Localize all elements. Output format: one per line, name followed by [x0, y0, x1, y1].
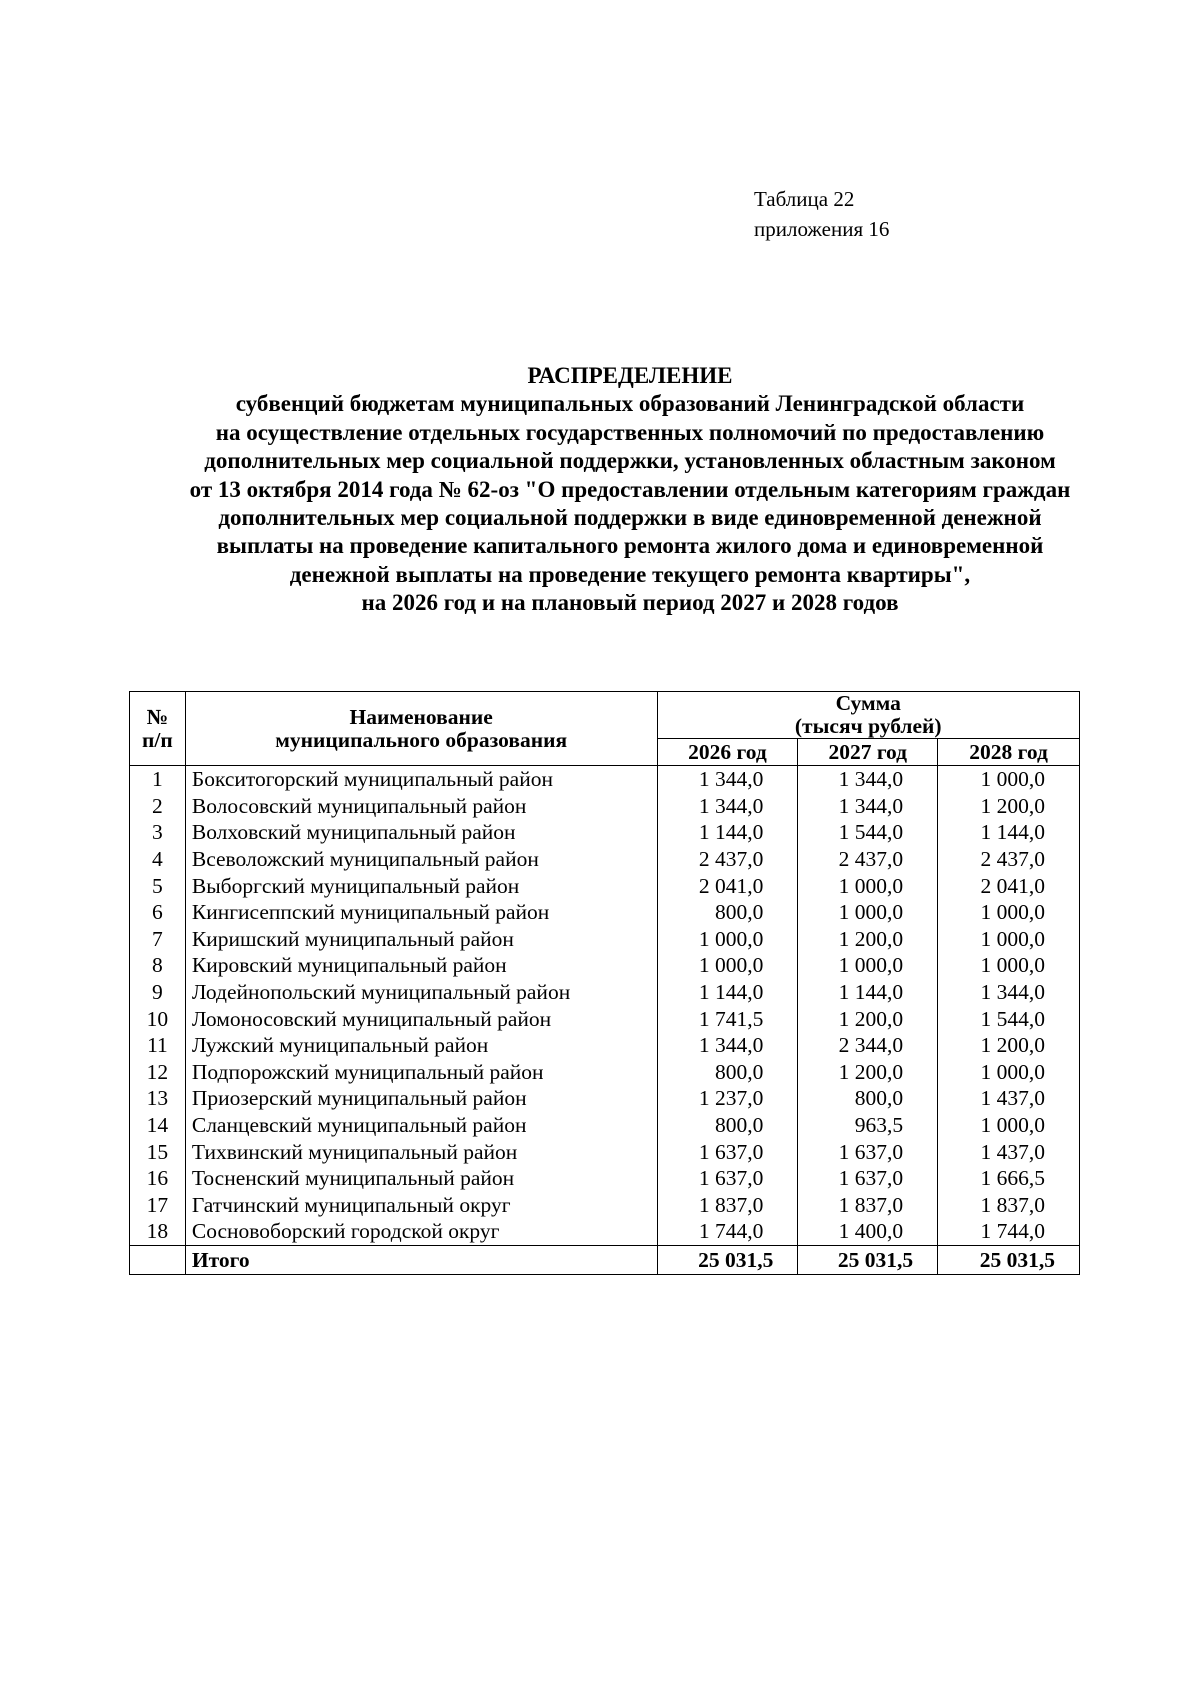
row-number: 6 [130, 899, 186, 926]
header-number-line1: № [146, 704, 169, 729]
amount-2026: 1 237,0 [657, 1085, 798, 1112]
total-2027: 25 031,5 [798, 1245, 938, 1274]
title-line: дополнительных мер социальной поддержки в виде единовременной денежной [218, 505, 1042, 531]
amount-2026: 1 744,0 [657, 1218, 798, 1245]
table-row [130, 1085, 1080, 1112]
amount-2026: 1 637,0 [657, 1165, 798, 1192]
header-year-2026: 2026 год [657, 739, 798, 766]
amount-2028: 1 666,5 [938, 1165, 1080, 1192]
municipality-name: Тосненский муниципальный район [185, 1165, 657, 1192]
municipality-name: Всеволожский муниципальный район [185, 846, 657, 873]
total-label: Итого [185, 1245, 657, 1274]
header-number [130, 692, 186, 766]
header-sum-line1: Сумма [835, 691, 901, 715]
appendix-number: приложения 16 [754, 217, 890, 241]
amount-2028: 1 000,0 [938, 766, 1080, 793]
amount-2028: 1 000,0 [938, 1112, 1080, 1139]
amount-2027: 1 344,0 [798, 766, 938, 793]
amount-2027: 1 200,0 [798, 1059, 938, 1086]
amount-2028: 1 000,0 [938, 1059, 1080, 1086]
municipality-name: Сланцевский муниципальный район [185, 1112, 657, 1139]
municipality-name: Волховский муниципальный район [185, 819, 657, 846]
title-line: дополнительных мер социальной поддержки, установленных областным законом [204, 448, 1056, 474]
amount-2028: 2 041,0 [938, 872, 1080, 899]
amount-2027: 1 200,0 [798, 926, 938, 953]
title-line: на 2026 год и на плановый период 2027 и 2028 годов [361, 590, 899, 616]
amount-2027: 1 637,0 [798, 1138, 938, 1165]
amount-2028: 1 437,0 [938, 1085, 1080, 1112]
amount-2026: 800,0 [657, 899, 798, 926]
row-number: 12 [130, 1059, 186, 1086]
table-row [130, 926, 1080, 953]
header-number-line2: п/п [142, 727, 173, 752]
header-name-line1: Наименование [349, 704, 493, 729]
title-line: на осуществление отдельных государственных полномочий по предоставлению [215, 419, 1045, 445]
amount-2027: 1 400,0 [798, 1218, 938, 1245]
amount-2028: 1 144,0 [938, 819, 1080, 846]
row-number: 7 [130, 926, 186, 953]
municipality-name: Выборгский муниципальный район [185, 872, 657, 899]
amount-2027: 1 144,0 [798, 979, 938, 1006]
amount-2028: 1 837,0 [938, 1192, 1080, 1219]
municipality-name: Гатчинский муниципальный округ [185, 1192, 657, 1219]
amount-2026: 1 000,0 [657, 926, 798, 953]
row-number: 11 [130, 1032, 186, 1059]
row-number: 15 [130, 1138, 186, 1165]
amount-2026: 2 437,0 [657, 846, 798, 873]
row-number: 5 [130, 872, 186, 899]
amount-2026: 1 637,0 [657, 1138, 798, 1165]
table-row [130, 1138, 1080, 1165]
amount-2026: 1 344,0 [657, 793, 798, 820]
row-number: 9 [130, 979, 186, 1006]
amount-2026: 1 000,0 [657, 952, 798, 979]
municipality-name: Сосновоборский городской округ [185, 1218, 657, 1245]
table-row [130, 766, 1080, 793]
amount-2028: 1 000,0 [938, 899, 1080, 926]
amount-2028: 2 437,0 [938, 846, 1080, 873]
amount-2027: 800,0 [798, 1085, 938, 1112]
table-row [130, 1192, 1080, 1219]
municipality-name: Лодейнопольский муниципальный район [185, 979, 657, 1006]
amount-2026: 2 041,0 [657, 872, 798, 899]
row-number: 18 [130, 1218, 186, 1245]
table-row [130, 1032, 1080, 1059]
amount-2027: 2 437,0 [798, 846, 938, 873]
total-2026: 25 031,5 [657, 1245, 798, 1274]
municipality-name: Бокситогорский муниципальный район [185, 766, 657, 793]
amount-2027: 2 344,0 [798, 1032, 938, 1059]
title-line: субвенций бюджетам муниципальных образований Ленинградской области [235, 391, 1025, 417]
amount-2026: 1 144,0 [657, 819, 798, 846]
amount-2028: 1 200,0 [938, 793, 1080, 820]
amount-2027: 1 637,0 [798, 1165, 938, 1192]
document-title [120, 362, 1140, 618]
table-row [130, 1165, 1080, 1192]
amount-2028: 1 000,0 [938, 926, 1080, 953]
row-number: 13 [130, 1085, 186, 1112]
municipality-name: Подпорожский муниципальный район [185, 1059, 657, 1086]
annex-reference [754, 184, 889, 244]
municipality-name: Кировский муниципальный район [185, 952, 657, 979]
row-number: 8 [130, 952, 186, 979]
table-row [130, 1218, 1080, 1245]
row-number: 3 [130, 819, 186, 846]
amount-2026: 1 344,0 [657, 1032, 798, 1059]
amount-2027: 963,5 [798, 1112, 938, 1139]
amount-2028: 1 744,0 [938, 1218, 1080, 1245]
table-row [130, 1112, 1080, 1139]
amount-2027: 1 000,0 [798, 899, 938, 926]
amount-2026: 1 144,0 [657, 979, 798, 1006]
amount-2027: 1 344,0 [798, 793, 938, 820]
title-line: от 13 октября 2014 года № 62-оз "О предоставлении отдельным категориям граждан [189, 476, 1071, 502]
amount-2028: 1 000,0 [938, 952, 1080, 979]
title-line: денежной выплаты на проведение текущего ремонта квартиры", [289, 561, 971, 587]
table-row [130, 1059, 1080, 1086]
title-line: выплаты на проведение капитального ремонта жилого дома и единовременной [216, 533, 1044, 559]
header-name-line2: муниципального образования [275, 727, 568, 752]
municipality-name: Киришский муниципальный район [185, 926, 657, 953]
amount-2026: 800,0 [657, 1112, 798, 1139]
table-row [130, 846, 1080, 873]
table-row [130, 872, 1080, 899]
amount-2028: 1 544,0 [938, 1005, 1080, 1032]
table-row [130, 793, 1080, 820]
table-row [130, 899, 1080, 926]
municipality-name: Волосовский муниципальный район [185, 793, 657, 820]
table-row [130, 952, 1080, 979]
table-row [130, 1005, 1080, 1032]
header-year-2027: 2027 год [798, 739, 938, 766]
amount-2026: 1 741,5 [657, 1005, 798, 1032]
header-sum [657, 692, 1080, 739]
header-sum-unit: (тысяч рублей) [794, 714, 942, 738]
amount-2026: 1 344,0 [657, 766, 798, 793]
amount-2028: 1 344,0 [938, 979, 1080, 1006]
title-heading: РАСПРЕДЕЛЕНИЕ [527, 363, 733, 388]
amount-2028: 1 200,0 [938, 1032, 1080, 1059]
table-number: Таблица 22 [754, 187, 855, 211]
distribution-table [129, 691, 1080, 1275]
total-2028: 25 031,5 [938, 1245, 1080, 1274]
amount-2027: 1 544,0 [798, 819, 938, 846]
amount-2026: 1 837,0 [657, 1192, 798, 1219]
municipality-name: Кингисеппский муниципальный район [185, 899, 657, 926]
table-row [130, 979, 1080, 1006]
row-number: 16 [130, 1165, 186, 1192]
row-number: 10 [130, 1005, 186, 1032]
row-number: 14 [130, 1112, 186, 1139]
row-number: 2 [130, 793, 186, 820]
total-row [130, 1245, 1080, 1274]
amount-2027: 1 000,0 [798, 872, 938, 899]
amount-2028: 1 437,0 [938, 1138, 1080, 1165]
amount-2026: 800,0 [657, 1059, 798, 1086]
total-number-cell [130, 1245, 186, 1274]
amount-2027: 1 000,0 [798, 952, 938, 979]
table-row [130, 819, 1080, 846]
amount-2027: 1 837,0 [798, 1192, 938, 1219]
municipality-name: Лужский муниципальный район [185, 1032, 657, 1059]
table-header-row [130, 692, 1080, 739]
row-number: 1 [130, 766, 186, 793]
row-number: 4 [130, 846, 186, 873]
header-year-2028: 2028 год [938, 739, 1080, 766]
municipality-name: Приозерский муниципальный район [185, 1085, 657, 1112]
municipality-name: Ломоносовский муниципальный район [185, 1005, 657, 1032]
row-number: 17 [130, 1192, 186, 1219]
amount-2027: 1 200,0 [798, 1005, 938, 1032]
municipality-name: Тихвинский муниципальный район [185, 1138, 657, 1165]
header-name [185, 692, 657, 766]
